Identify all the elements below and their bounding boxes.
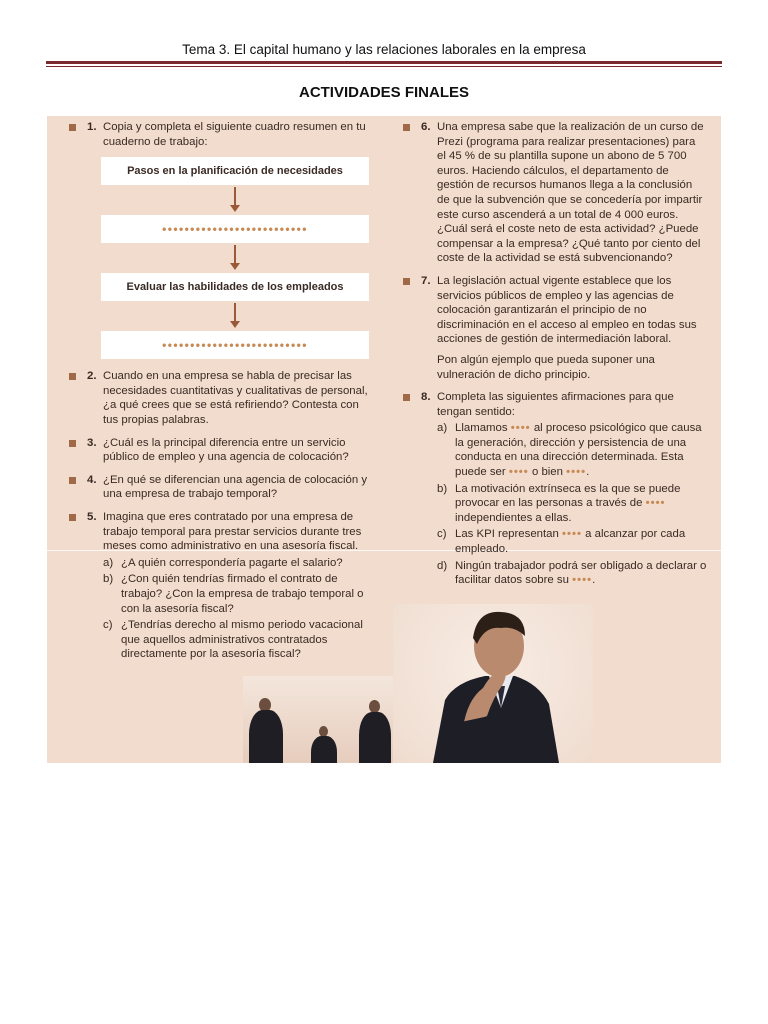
square-bullet-icon — [403, 394, 410, 401]
statement-c — [437, 527, 707, 556]
header-rule-thin — [46, 66, 722, 67]
down-arrow-icon — [101, 185, 369, 215]
flow-blank: •••••••••••••••••••••••••• — [101, 215, 369, 243]
square-bullet-icon — [69, 514, 76, 521]
statement-text: Las KPI representan — [455, 528, 563, 541]
statement-letter: c) — [437, 528, 447, 541]
statement-text: . — [592, 574, 596, 587]
question-text: ¿Cuál es la principal diferencia entre un servicio público de empleo y una agencia de colocación? — [103, 436, 349, 464]
fill-blank: •••• — [510, 422, 531, 435]
question-7 — [399, 274, 707, 382]
question-extra-text: Pon algún ejemplo que pueda suponer una vulneración de dicho principio. — [437, 353, 655, 381]
fill-blank: •••• — [508, 466, 529, 479]
subquestion-letter: b) — [103, 573, 114, 586]
square-bullet-icon — [69, 373, 76, 380]
question-number: 4. — [87, 473, 97, 486]
fill-blank: •••• — [645, 497, 666, 510]
subquestion-text: ¿Tendrías derecho al mismo periodo vacacional que aquellos administrativos contratados directamente por la asesoría fiscal? — [121, 619, 363, 661]
question-2 — [65, 369, 375, 427]
fill-blank: •••• — [562, 528, 582, 541]
planning-flowchart — [101, 157, 369, 359]
activities-panel — [47, 116, 721, 763]
question-number: 3. — [87, 436, 97, 449]
statement-text: Llamamos — [455, 422, 511, 435]
question-number: 5. — [87, 510, 97, 523]
square-bullet-icon — [69, 440, 76, 447]
statement-letter: b) — [437, 482, 448, 495]
subquestion-a — [103, 556, 375, 571]
subquestion-c — [103, 618, 375, 662]
fill-blank: •••• — [566, 466, 587, 479]
subquestion-b — [103, 572, 375, 616]
question-3 — [65, 436, 375, 465]
question-8 — [399, 390, 707, 588]
statement-text: o bien — [528, 466, 567, 479]
square-bullet-icon — [403, 124, 410, 131]
question-6 — [399, 120, 707, 266]
statement-letter: a) — [437, 422, 448, 435]
statement-text: al proceso psicológico que causa la generación, dirección y persistencia de una conducta en una dirección determinada. Esta puede ser — [455, 422, 702, 479]
question-text: Copia y completa el siguiente cuadro resumen en tu cuaderno de trabajo: — [103, 121, 366, 148]
subquestion-text: ¿Con quién tendrías firmado el contrato de trabajo? ¿Con la empresa de trabajo temporal o con la asesoría fiscal? — [121, 573, 364, 615]
question-1 — [65, 120, 375, 149]
flow-box-evaluate: Evaluar las habilidades de los empleados — [101, 273, 369, 301]
flow-box-title: Pasos en la planificación de necesidades — [101, 157, 369, 185]
down-arrow-icon — [101, 301, 369, 331]
statement-text: independientes a ellas. — [455, 511, 572, 524]
square-bullet-icon — [69, 124, 76, 131]
question-number: 8. — [421, 391, 431, 404]
business-people-photo — [243, 676, 393, 763]
thinking-businessman-photo — [393, 604, 593, 763]
question-number: 2. — [87, 370, 97, 383]
question-5 — [65, 510, 375, 662]
statement-d — [437, 559, 707, 588]
statement-text: La motivación extrínseca es la que se puede provocar en las personas a través de — [455, 482, 681, 510]
statement-letter: d) — [437, 559, 448, 572]
header-rule — [46, 61, 722, 64]
question-number: 1. — [87, 121, 97, 133]
subquestion-letter: c) — [103, 619, 113, 632]
question-text: Completa las siguientes afirmaciones para que tengan sentido: — [437, 391, 674, 418]
question-text: Cuando en una empresa se habla de precisar las necesidades cuantitativas y cualitativas de personal, ¿a qué crees que se está refiriendo? Contesta con tus propias palabras. — [103, 370, 368, 426]
statement-text: a alcanzar por cada empleado. — [455, 528, 686, 556]
statement-a — [437, 421, 707, 479]
question-4 — [65, 473, 375, 502]
question-text: Una empresa sabe que la realización de un curso de Prezi (programa para realizar presentaciones) para el 45 % de su plantilla supone un abono de 5 700 euros. Haciendo cálculos, el departamento de gestión de recursos humanos llega a la conclusión de que la subvención que se concedería por impartir este curso ascenderá a un total de 4 000 euros. ¿Cuál será el coste neto de esta actividad? ¿Puede compensar a la empresa? ¿Qué tanto por ciento del coste de la actividad se está subvencionando? — [437, 121, 704, 265]
statement-b — [437, 482, 707, 526]
page-header: Tema 3. El capital humano y las relaciones laborales en la empresa — [182, 42, 586, 57]
square-bullet-icon — [69, 477, 76, 484]
down-arrow-icon — [101, 243, 369, 273]
section-title: ACTIVIDADES FINALES — [298, 84, 469, 101]
flow-blank: •••••••••••••••••••••••••• — [101, 331, 369, 359]
question-number: 7. — [421, 274, 431, 287]
fill-blank: •••• — [572, 574, 593, 587]
right-column — [399, 120, 707, 596]
square-bullet-icon — [403, 278, 410, 285]
statement-text: Ningún trabajador podrá ser obligado a declarar o facilitar datos sobre su — [455, 559, 707, 587]
question-text: Imagina que eres contratado por una empresa de trabajo temporal para prestar servicios durante tres meses como administrativo en una asesoría fiscal. — [103, 510, 362, 553]
left-column — [65, 120, 375, 670]
question-text: La legislación actual vigente establece que los servicios públicos de empleo y las agencias de colocación garantizarán el principio de no discriminación en el acceso al empleo en todas sus acciones de gestión de intermediación laboral. — [437, 274, 697, 346]
statement-text: . — [586, 466, 590, 479]
subquestion-text: ¿A quién correspondería pagarte el salario? — [121, 556, 343, 569]
question-text: ¿En qué se diferencian una agencia de colocación y una empresa de trabajo temporal? — [103, 473, 368, 501]
question-number: 6. — [421, 121, 431, 133]
subquestion-letter: a) — [103, 556, 114, 569]
